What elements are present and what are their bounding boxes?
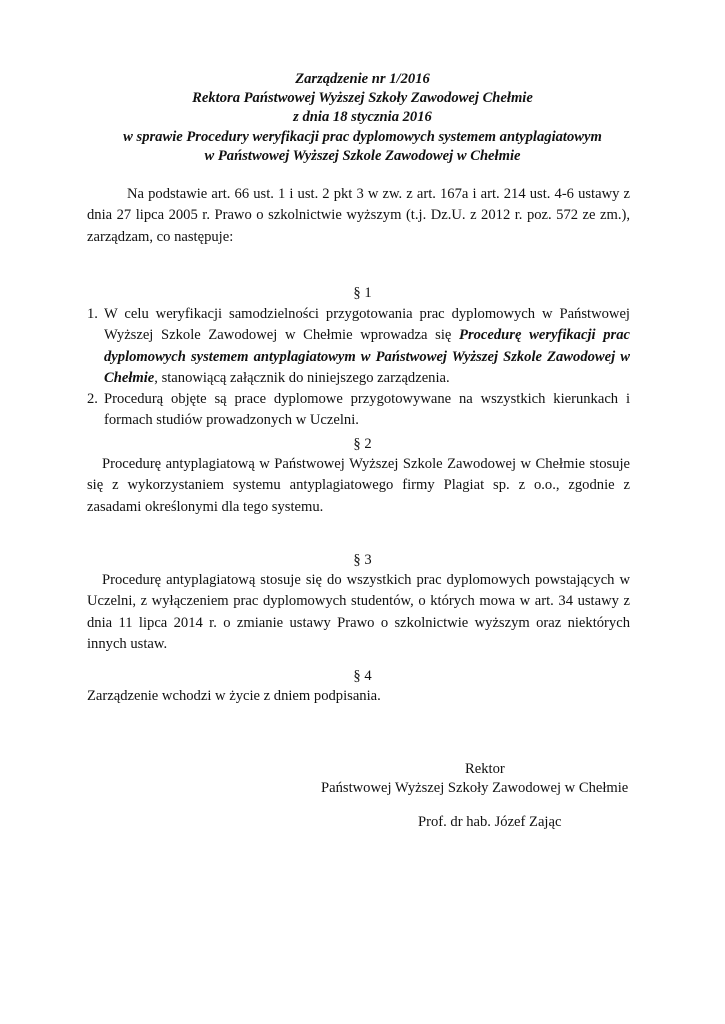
list-item-number: 2. — [87, 391, 98, 408]
section-3-heading: § 3 — [353, 552, 372, 568]
signature-title: Rektor — [465, 761, 505, 777]
intro-paragraph — [87, 184, 630, 248]
list-item — [87, 389, 630, 432]
list-item — [87, 304, 630, 389]
section-1-body — [87, 304, 630, 432]
header-line-3: z dnia 18 stycznia 2016 — [293, 109, 432, 126]
header-line-2: Rektora Państwowej Wyższej Szkoły Zawodowej Chełmie — [192, 90, 533, 107]
header-line-1: Zarządzenie nr 1/2016 — [295, 71, 430, 87]
header-line-4: w sprawie Procedury weryfikacji prac dyplomowych systemem antyplagiatowym — [123, 128, 602, 145]
document-header — [0, 70, 725, 166]
list-item-text-end: , stanowiącą załącznik do niniejszego zarządzenia. — [154, 369, 450, 386]
section-2-heading: § 2 — [353, 436, 372, 452]
section-2-body — [87, 454, 630, 518]
signature-name: Prof. dr hab. Józef Zając — [418, 814, 562, 830]
procedure-title-emphasis: Procedurę weryfikacji prac dyplomowych systemem antyplagiatowym w Państwowej Wyższej Szkole Zawodowej w Chełmie — [104, 327, 630, 386]
list-item-text: W celu weryfikacji samodzielności przygotowania prac dyplomowych w Państwowej Wyższej Szkole Zawodowej w Chełmie wprowadza się — [104, 306, 630, 344]
section-3-body — [87, 570, 630, 655]
header-line-5: w Państwowej Wyższej Szkole Zawodowej w Chełmie — [204, 147, 521, 164]
section-4-body — [87, 686, 630, 707]
section-1-list — [87, 304, 630, 432]
list-item-text: Procedurą objęte są prace dyplomowe przygotowywane na wszystkich kierunkach i formach studiów prowadzonych w Uczelni. — [104, 391, 630, 429]
signature-institution: Państwowej Wyższej Szkoły Zawodowej w Chełmie — [321, 780, 629, 796]
section-4-heading: § 4 — [353, 668, 372, 684]
section-1-heading: § 1 — [353, 285, 372, 301]
section-4-text: Zarządzenie wchodzi w życie z dniem podpisania. — [87, 688, 381, 704]
section-3-text: Procedurę antyplagiatową stosuje się do wszystkich prac dyplomowych powstających w Uczelni, z wyłączeniem prac dyplomowych studentów, o których mowa w art. 34 ustawy z dnia 11 lipca 2014 r. o zmianie ustawy Prawo o szkolnictwie wyższym oraz niektórych innych ustaw. — [87, 572, 630, 652]
intro-text: Na podstawie art. 66 ust. 1 i ust. 2 pkt 3 w zw. z art. 167a i art. 214 ust. 4-6 ustawy z dnia 27 lipca 2005 r. Prawo o szkolnictwie wyższym (t.j. Dz.U. z 2012 r. poz. 572 ze zm.), zarządzam, co następuje: — [87, 186, 630, 245]
list-item-number: 1. — [87, 306, 98, 322]
section-2-text: Procedurę antyplagiatową w Państwowej Wyższej Szkole Zawodowej w Chełmie stosuje się z wykorzystaniem systemu antyplagiatowego firmy Plagiat sp. z o.o., zgodnie z zasadami określonymi dla tego systemu. — [87, 456, 630, 515]
